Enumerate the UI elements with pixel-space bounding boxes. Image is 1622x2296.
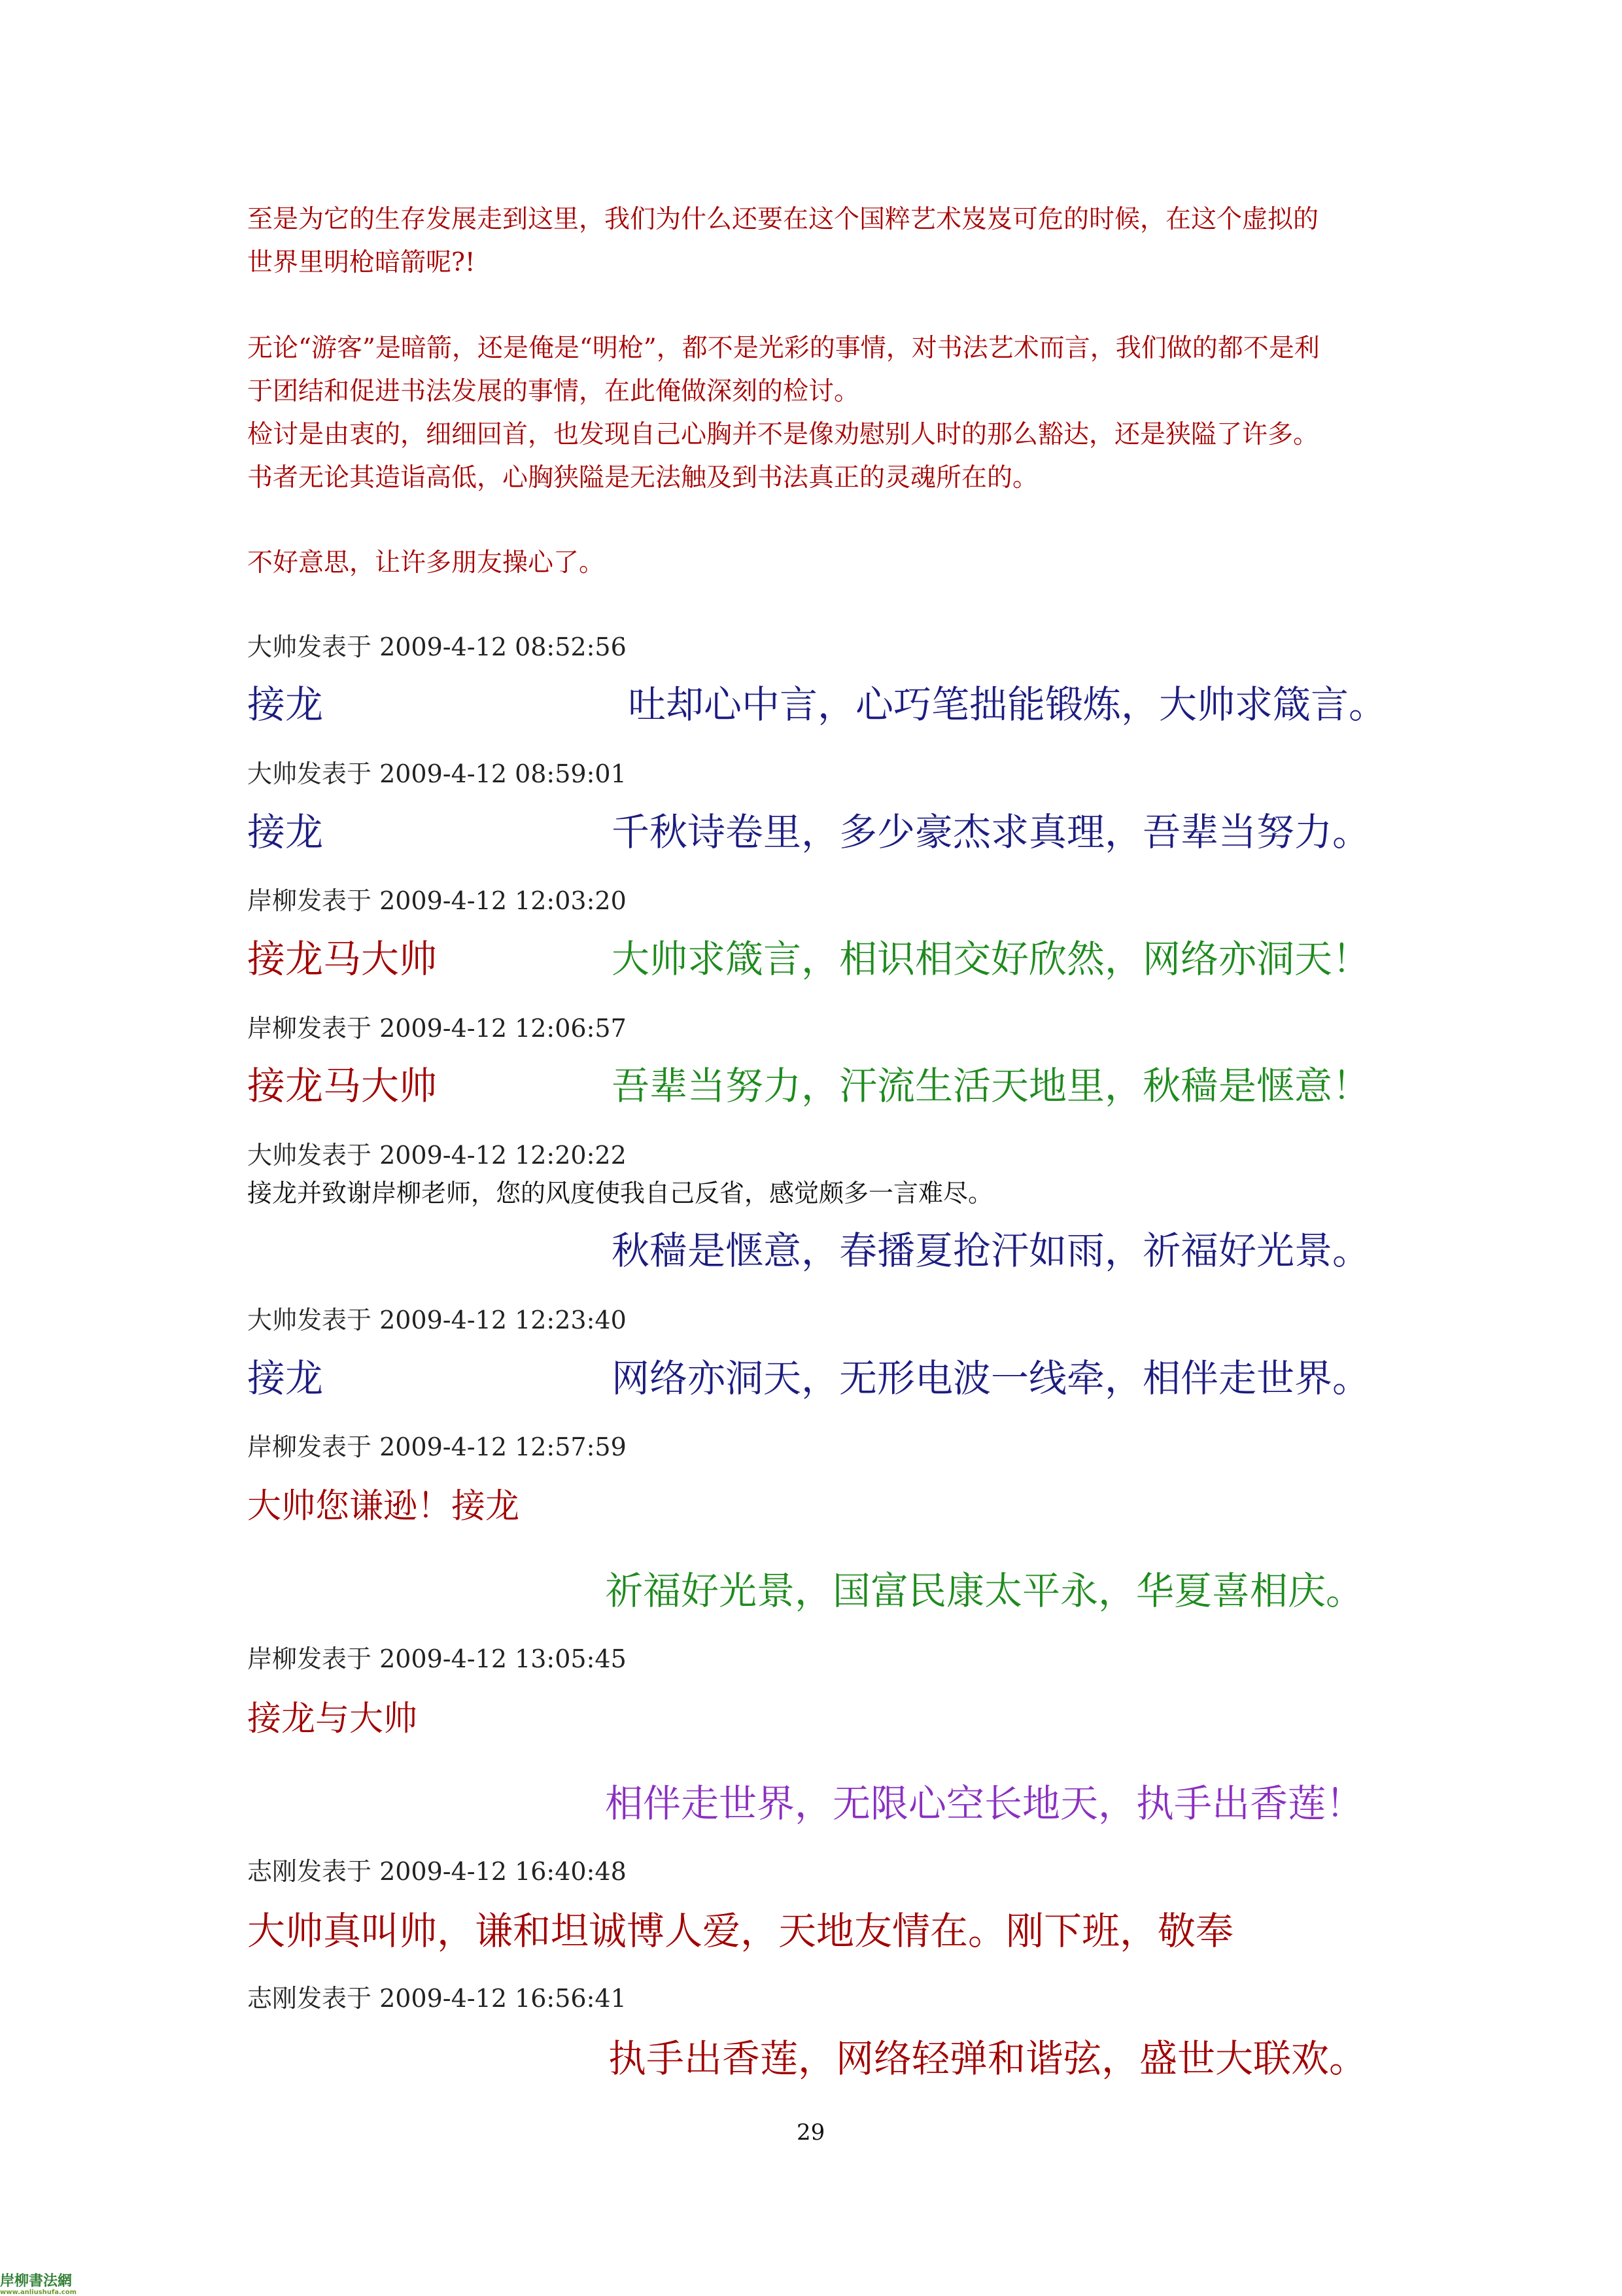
site-watermark-logo [0,2270,77,2296]
post-meta: 志刚发表于 2009-4-12 16:56:41 [247,1984,627,2013]
intro-line: 不好意思，让许多朋友操心了。 [247,548,605,578]
intro-line: 于团结和促进书法发展的事情，在此俺做深刻的检讨。 [247,377,860,406]
post-verse: 大帅求箴言，相识相交好欣然，网络亦洞天！ [612,937,1371,981]
post-verse: 吐却心中言，心巧笔拙能锻炼，大帅求箴言。 [628,682,1387,727]
post-lead-text: 接龙马大帅 [247,937,438,981]
post-meta: 岸柳发表于 2009-4-12 12:03:20 [247,886,627,915]
post-meta: 志刚发表于 2009-4-12 16:40:48 [247,1857,627,1886]
post-lead-text: 大帅您谦逊！接龙 [247,1487,520,1526]
post-verse: 网络亦洞天，无形电波一线牵，相伴走世界。 [612,1356,1371,1400]
post-meta: 岸柳发表于 2009-4-12 12:57:59 [247,1433,627,1461]
post-meta: 大帅发表于 2009-4-12 12:20:22 [247,1141,627,1170]
intro-line: 检讨是由衷的，细细回首，也发现自己心胸并不是像劝慰别人时的那么豁达，还是狭隘了许多。 [247,420,1319,449]
post-lead-text: 接龙马大帅 [247,1064,438,1108]
post-lead-text: 接龙与大帅 [247,1699,418,1739]
post-lead-text: 接龙 [247,682,324,727]
post-lead-text: 接龙 [247,1356,324,1400]
post-verse: 吾辈当努力，汗流生活天地里，秋穑是惬意！ [612,1064,1371,1108]
post-meta: 岸柳发表于 2009-4-12 13:05:45 [247,1644,627,1673]
post-verse: 秋穑是惬意，春播夏抢汗如雨，祈福好光景。 [612,1228,1371,1273]
post-note: 接龙并致谢岸柳老师，您的风度使我自己反省，感觉颇多一言难尽。 [247,1179,993,1208]
watermark-url: www.anliushufa.com [0,2289,77,2296]
post-lead-text: 大帅真叫帅，谦和坦诚博人爱，天地友情在。刚下班，敬奉 [247,1909,1234,1953]
post-meta: 岸柳发表于 2009-4-12 12:06:57 [247,1014,627,1043]
post-meta: 大帅发表于 2009-4-12 12:23:40 [247,1306,627,1334]
post-verse: 千秋诗卷里，多少豪杰求真理，吾辈当努力。 [612,810,1371,854]
post-meta: 大帅发表于 2009-4-12 08:52:56 [247,633,627,661]
intro-line: 无论“游客”是暗箭，还是俺是“明枪”，都不是光彩的事情，对书法艺术而言，我们做的都不是利 [247,334,1320,363]
post-verse: 相伴走世界，无限心空长地天，执手出香莲！ [605,1781,1364,1826]
intro-line: 至是为它的生存发展走到这里，我们为什么还要在这个国粹艺术岌岌可危的时候，在这个虚拟的 [247,205,1319,234]
watermark-name: 岸柳書法網 [0,2273,73,2289]
post-verse: 祈福好光景，国富民康太平永，华夏喜相庆。 [605,1569,1364,1613]
intro-line: 书者无论其造诣高低，心胸狭隘是无法触及到书法真正的灵魂所在的。 [247,463,1039,493]
post-lead-text: 接龙 [247,810,324,854]
page-number: 29 [797,2119,825,2146]
post-meta: 大帅发表于 2009-4-12 08:59:01 [247,759,627,788]
intro-line: 世界里明枪暗箭呢?! [247,248,475,277]
post-verse: 执手出香莲，网络轻弹和谐弦，盛世大联欢。 [608,2036,1368,2081]
